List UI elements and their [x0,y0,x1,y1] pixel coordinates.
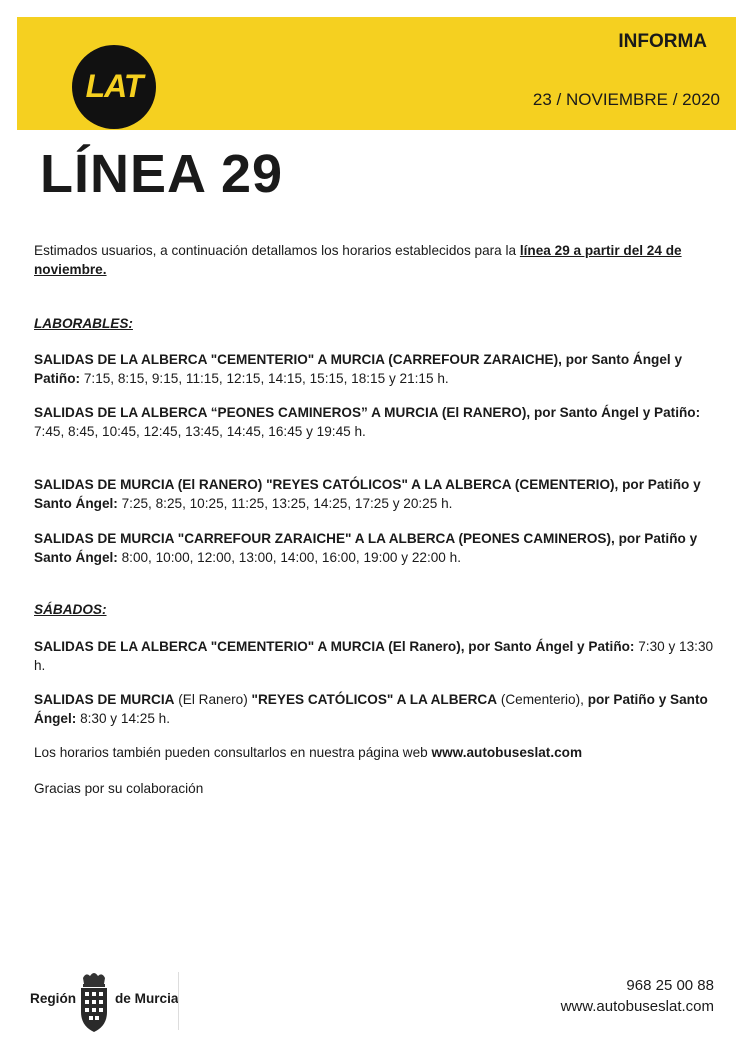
footer-divider [178,972,179,1030]
route-description: SALIDAS DE LA ALBERCA "CEMENTERIO" A MURCIA (CARREFOUR ZARAICHE), por Santo Ángel y Patiño: [34,352,683,386]
laborables-heading [34,314,724,333]
sabados-heading-text: SÁBADOS: [34,602,107,617]
sabados-heading [34,600,724,619]
route-description: SALIDAS DE LA ALBERCA “PEONES CAMINEROS” A MURCIA (El RANERO), por Santo Ángel y Patiño: [34,405,701,420]
route-times: 7:25, 8:25, 10:25, 11:25, 13:25, 14:25, 17:25 y 20:25 h. [117,496,453,511]
route-times: 8:00, 10:00, 12:00, 13:00, 14:00, 16:00, 19:00 y 22:00 h. [117,550,461,565]
route-times: 8:30 y 14:25 h. [76,711,171,726]
route-description: SALIDAS DE MURCIA (El RANERO) "REYES CATÓLICOS" A LA ALBERCA (CEMENTERIO), por Patiño y Santo Ángel: [34,477,701,511]
intro-highlight: línea 29 a partir del 24 de noviembre. [34,243,682,277]
route-origin: SALIDAS DE MURCIA [34,692,175,707]
region-label-right: de Murcia [115,991,179,1006]
route-via: por Patiño y Santo Ángel: [34,692,708,726]
schedule-item [34,529,724,567]
intro-text: Estimados usuarios, a continuación detallamos los horarios establecidos para la [34,243,520,258]
intro-paragraph [34,241,724,279]
schedule-item [34,403,724,441]
lat-logo-text: LAT [85,68,143,104]
contact-phone[interactable]: 968 25 00 88 [626,977,714,994]
schedule-item [34,637,724,675]
route-times: 7:45, 8:45, 10:45, 12:45, 13:45, 14:45, 16:45 y 19:45 h. [34,424,366,439]
route-destination: "REYES CATÓLICOS" A LA ALBERCA [251,692,498,707]
notice-date: 23 / NOVIEMBRE / 2020 [532,90,720,109]
schedule-item [34,690,724,728]
lat-logo [72,45,156,129]
schedule-item [34,475,724,513]
web-note-url[interactable]: www.autobuseslat.com [431,745,583,760]
route-times: 7:30 y 13:30 h. [34,639,714,673]
contact-website[interactable]: www.autobuseslat.com [560,998,714,1015]
web-note-text: Los horarios también pueden consultarlos en nuestra página web [34,745,432,760]
region-coat-of-arms-icon [77,970,111,1034]
route-destination-detail: (Cementerio), [497,692,588,707]
informa-label: INFORMA [618,31,707,52]
web-note [34,743,724,762]
region-label-left: Región [30,991,77,1006]
route-times: 7:15, 8:15, 9:15, 11:15, 12:15, 14:15, 15:15, 18:15 y 21:15 h. [80,371,449,386]
route-description: SALIDAS DE MURCIA "CARREFOUR ZARAICHE" A LA ALBERCA (PEONES CAMINEROS), por Patiño y Santo Ángel: [34,531,698,565]
route-origin-detail: (El Ranero) [174,692,252,707]
page-title: LÍNEA 29 [40,144,284,204]
schedule-item [34,350,724,388]
route-description: SALIDAS DE LA ALBERCA "CEMENTERIO" A MURCIA (El Ranero), por Santo Ángel y Patiño: [34,639,635,654]
thanks-text: Gracias por su colaboración [34,781,204,796]
laborables-heading-text: LABORABLES: [34,316,133,331]
